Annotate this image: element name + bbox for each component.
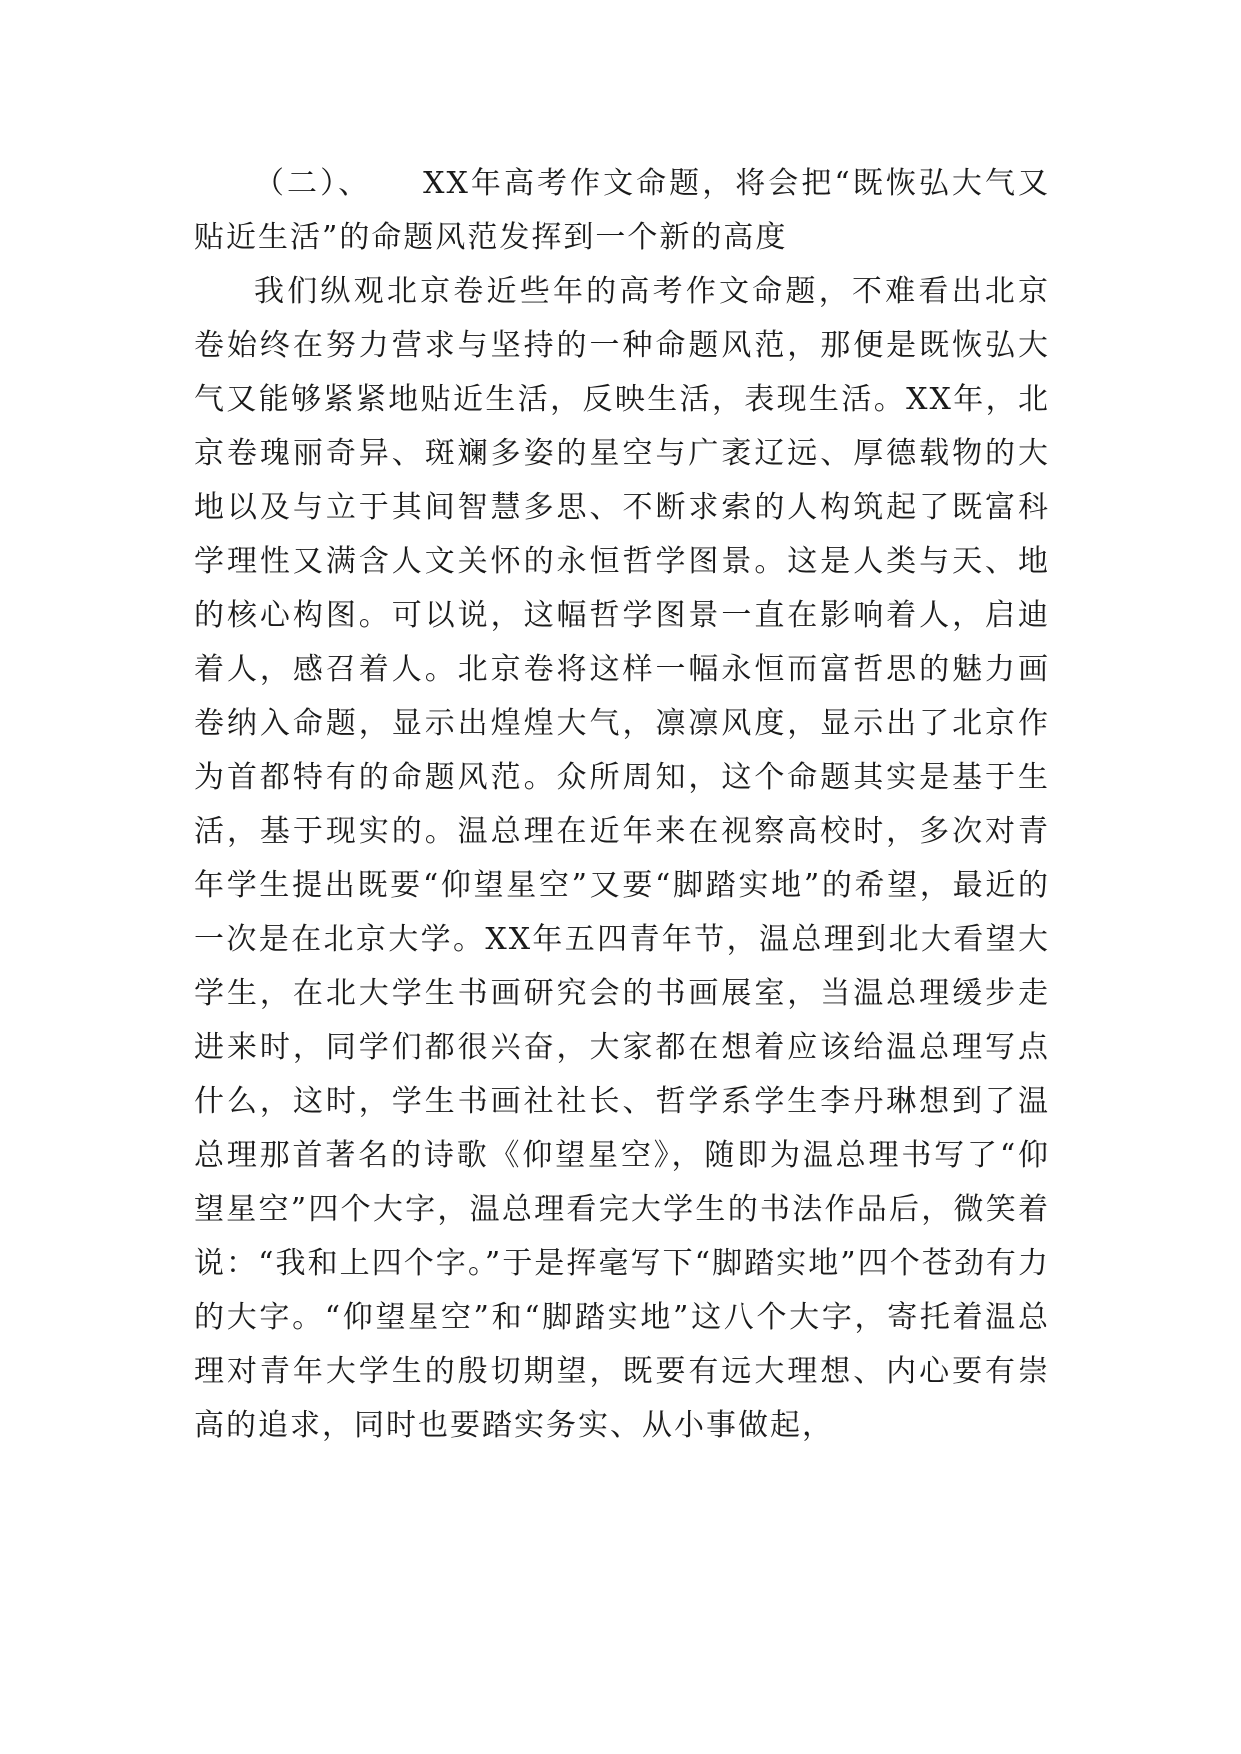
section-number: （二）、 [254, 166, 372, 201]
document-body [194, 157, 1050, 1453]
section-heading-text: XX年高考作文命题，将会把“既恢弘大气又贴近生活”的命题风范发挥到一个新的高度 [194, 166, 1050, 255]
section-heading [194, 157, 1050, 265]
body-paragraph: 我们纵观北京卷近些年的高考作文命题，不难看出北京卷始终在努力营求与坚持的一种命题风范，那便是既恢弘大气又能够紧紧地贴近生活，反映生活，表现生活。XX年，北京卷瑰丽奇异、斑斓多姿的星空与广袤辽远、厚德载物的大地以及与立于其间智慧多思、不断求索的人构筑起了既富科学理性又满含人文关怀的永恒哲学图景。这是人类与天、地的核心构图。可以说，这幅哲学图景一直在影响着人，启迪着人，感召着人。北京卷将这样一幅永恒而富哲思的魅力画卷纳入命题，显示出煌煌大气，凛凛风度，显示出了北京作为首都特有的命题风范。众所周知，这个命题其实是基于生活，基于现实的。温总理在近年来在视察高校时，多次对青年学生提出既要“仰望星空”又要“脚踏实地”的希望，最近的一次是在北京大学。XX年五四青年节，温总理到北大看望大学生，在北大学生书画研究会的书画展室，当温总理缓步走进来时，同学们都很兴奋，大家都在想着应该给温总理写点什么，这时，学生书画社社长、哲学系学生李丹琳想到了温总理那首著名的诗歌《仰望星空》，随即为温总理书写了“仰望星空”四个大字，温总理看完大学生的书法作品后，微笑着说：“我和上四个字。”于是挥毫写下“脚踏实地”四个苍劲有力的大字。“仰望星空”和“脚踏实地”这八个大字，寄托着温总理对青年大学生的殷切期望，既要有远大理想、内心要有崇高的追求，同时也要踏实务实、从小事做起， [194, 274, 1050, 1443]
